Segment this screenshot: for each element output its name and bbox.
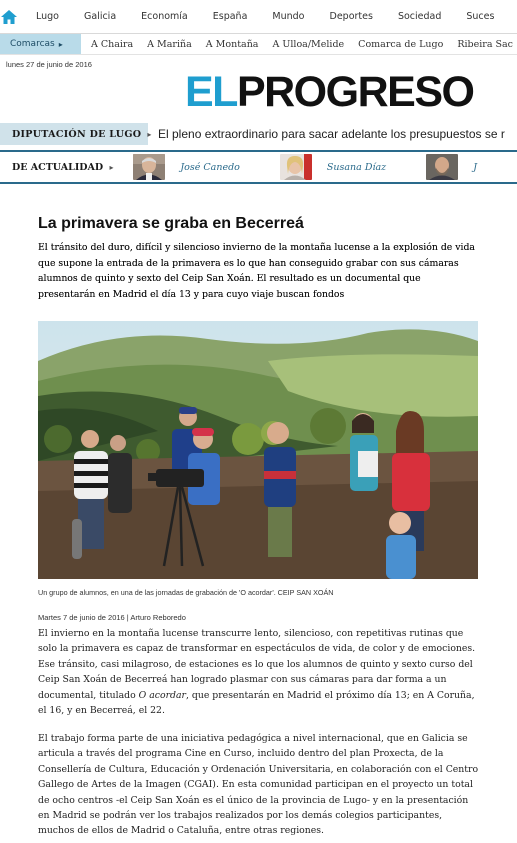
photo-caption: Un grupo de alumnos, en una de las jornadas de grabación de 'O acordar'. CEIP SAN XOÁN — [38, 588, 334, 597]
nav-item-mundo[interactable]: Mundo — [272, 11, 305, 22]
breaking-news-tag-label: DIPUTACIÓN DE LUGO — [12, 128, 142, 140]
trending-person-susana-diaz[interactable] — [280, 154, 386, 180]
nav-item-espana[interactable]: España — [212, 11, 248, 22]
trending-person-jose-canedo[interactable] — [133, 154, 240, 180]
paragraph-1-text-a: El invierno en la montaña lucense transcurre lento, silencioso, con repetitivas rutinas que solo la primavera es capaz de transformar en espectáculos de vida, de color y de emociones. Ese tránsito, casi milagroso, de estaciones es lo que los alumnos de quinto y sexto curso del Ceip San Xoán de Becerreá han logrado plasmar con sus cámaras para dar forma a un documental, titulado — [38, 628, 476, 701]
documentary-title: O acordar — [138, 689, 186, 701]
breaking-news-headline[interactable]: El pleno extraordinario para sacar adelante los presupuestos se r — [158, 127, 505, 141]
trending-bar — [0, 150, 517, 184]
nav-item-lugo[interactable]: Lugo — [36, 11, 59, 22]
comarcas-navigation — [0, 34, 517, 55]
trending-person-third[interactable] — [426, 154, 477, 180]
trending-person-name: José Canedo — [180, 161, 240, 173]
subnav-item-a-chaira[interactable]: A Chaira — [90, 38, 134, 50]
nav-item-galicia[interactable]: Galicia — [84, 11, 117, 22]
home-button[interactable] — [0, 0, 18, 34]
subnav-item-a-montana[interactable]: A Montaña — [205, 38, 259, 50]
comarcas-dropdown[interactable] — [0, 34, 81, 55]
chevron-right-icon: ▸ — [147, 129, 152, 139]
top-navigation — [0, 0, 517, 34]
subnav-item-a-marina[interactable]: A Mariña — [147, 38, 192, 50]
current-date: lunes 27 de junio de 2016 — [6, 60, 92, 69]
trending-person-name: J — [473, 161, 477, 173]
nav-item-sucesos[interactable]: Suces — [466, 11, 495, 22]
nav-item-economia[interactable]: Economía — [141, 11, 188, 22]
nav-item-deportes[interactable]: Deportes — [329, 11, 373, 22]
breaking-news-tag[interactable] — [0, 123, 152, 145]
article-photo[interactable] — [38, 321, 478, 579]
article-headline: La primavera se graba en Becerreá — [38, 215, 304, 232]
trending-person-name: Susana Díaz — [326, 161, 387, 173]
article-paragraph-1 — [38, 626, 480, 718]
comarcas-label: Comarcas — [10, 39, 55, 49]
avatar — [426, 154, 458, 180]
trending-label-wrap — [12, 162, 133, 173]
logo-el: EL — [185, 68, 237, 116]
chevron-right-icon: ▸ — [58, 39, 63, 49]
paragraph-1-text-b: , que presentarán en Madrid el próximo día 13; en A Coruña, el 16, y en Becerreá, el 22. — [38, 689, 475, 717]
nav-item-sociedad[interactable]: Sociedad — [397, 11, 442, 22]
avatar — [280, 154, 312, 180]
breaking-news-bar — [0, 123, 517, 145]
trending-label: DE ACTUALIDAD — [12, 161, 104, 173]
article-byline: Martes 7 de junio de 2016 | Arturo Reboredo — [38, 613, 186, 622]
photo-illustration — [38, 321, 478, 579]
home-icon — [0, 9, 18, 25]
article-paragraph-2: El trabajo forma parte de una iniciativa pedagógica a nivel internacional, que en Galicia se articula a través del programa Cine en Curso, incluido dentro del plan Proxecta, de la Consellería de Cultura, Educación y Ordenación Universitaria, en colaboración con el Centro Gallego de Artes de la Imagen (CGAI). En esta comunidad participan en el proyecto un total de ocho centros -el Ceip San Xoán es el único de la provincia de Lugo- y en la presentación en Madrid se podrán ver los trabajos realizados por los demás colegios participantes, muchos de ellos de Madrid o Cataluña, entre otras regiones. — [38, 733, 479, 837]
site-logo[interactable] — [185, 68, 473, 116]
subnav-item-ribeira-sacra[interactable]: Ribeira Sac — [457, 38, 513, 50]
article-lead: El tránsito del duro, difícil y silencioso invierno de la montaña lucense a la explosión de vida que supone la entrada de la primavera es lo que han conseguido grabar con sus cámaras alumnos de quinto y sexto del Ceip San Xoán. El resultado es un documental que presentarán en Madrid el día 13 y para cuyo viaje buscan fondos — [38, 242, 475, 300]
subnav-item-comarca-de-lugo[interactable]: Comarca de Lugo — [358, 38, 444, 50]
logo-progreso: PROGRESO — [236, 68, 474, 116]
avatar — [133, 154, 165, 180]
chevron-right-icon: ▸ — [109, 161, 114, 172]
subnav-item-a-ulloa-melide[interactable]: A Ulloa/Melide — [272, 38, 345, 50]
